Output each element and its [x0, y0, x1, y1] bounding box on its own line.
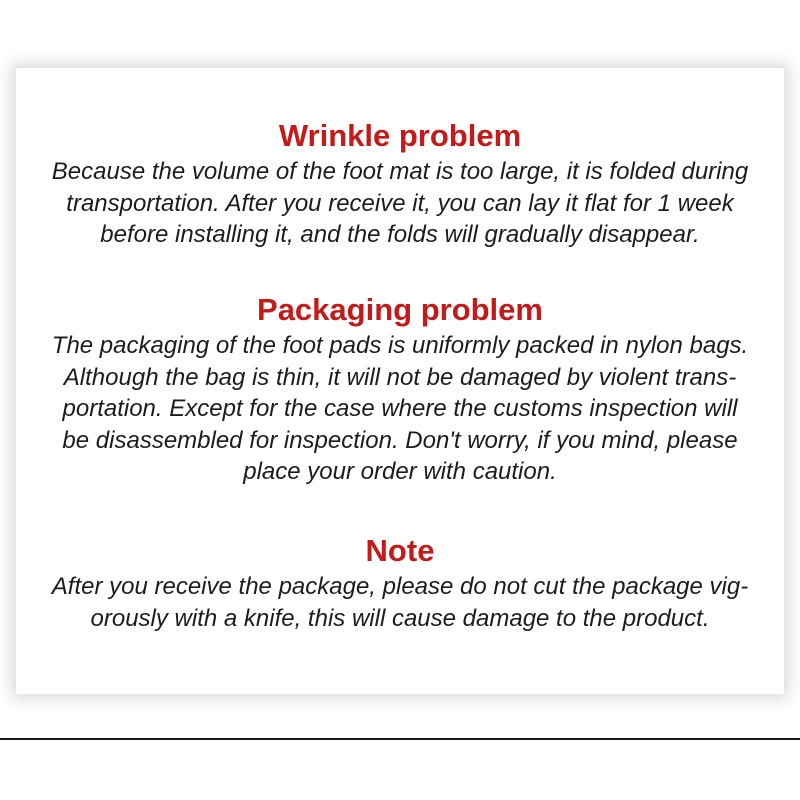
packaging-line: place your order with caution.: [243, 458, 557, 485]
note-line: After you receive the package, please do not cut the package vig-: [51, 573, 749, 600]
packaging-line: Although the bag is thin, it will not be damaged by violent trans-: [63, 363, 737, 391]
packaging-section: [16, 290, 784, 488]
packaging-line: be disassembled for inspection. Don't worry, if you mind, please: [62, 426, 738, 454]
wrinkle-line: before installing it, and the folds will gradually disappear.: [100, 221, 700, 248]
wrinkle-heading: Wrinkle problem: [278, 118, 522, 153]
wrinkle-section: [16, 116, 784, 251]
note-heading: Note: [365, 533, 435, 568]
note-section: [16, 531, 784, 634]
wrinkle-body: [16, 156, 784, 251]
note-line: orously with a knife, this will cause damage to the product.: [90, 604, 710, 632]
packaging-body: [16, 330, 784, 488]
note-body: [16, 571, 784, 634]
wrinkle-line: Because the volume of the foot mat is too large, it is folded during: [51, 158, 749, 185]
packaging-line: portation. Except for the case where the customs inspection will: [62, 395, 738, 422]
wrinkle-line: transportation. After you receive it, you can lay it flat for 1 week: [66, 189, 734, 217]
bottom-divider: [0, 738, 800, 740]
packaging-heading: Packaging problem: [257, 292, 543, 327]
packaging-line: The packaging of the foot pads is uniformly packed in nylon bags.: [51, 332, 749, 359]
notice-card: [16, 68, 784, 694]
